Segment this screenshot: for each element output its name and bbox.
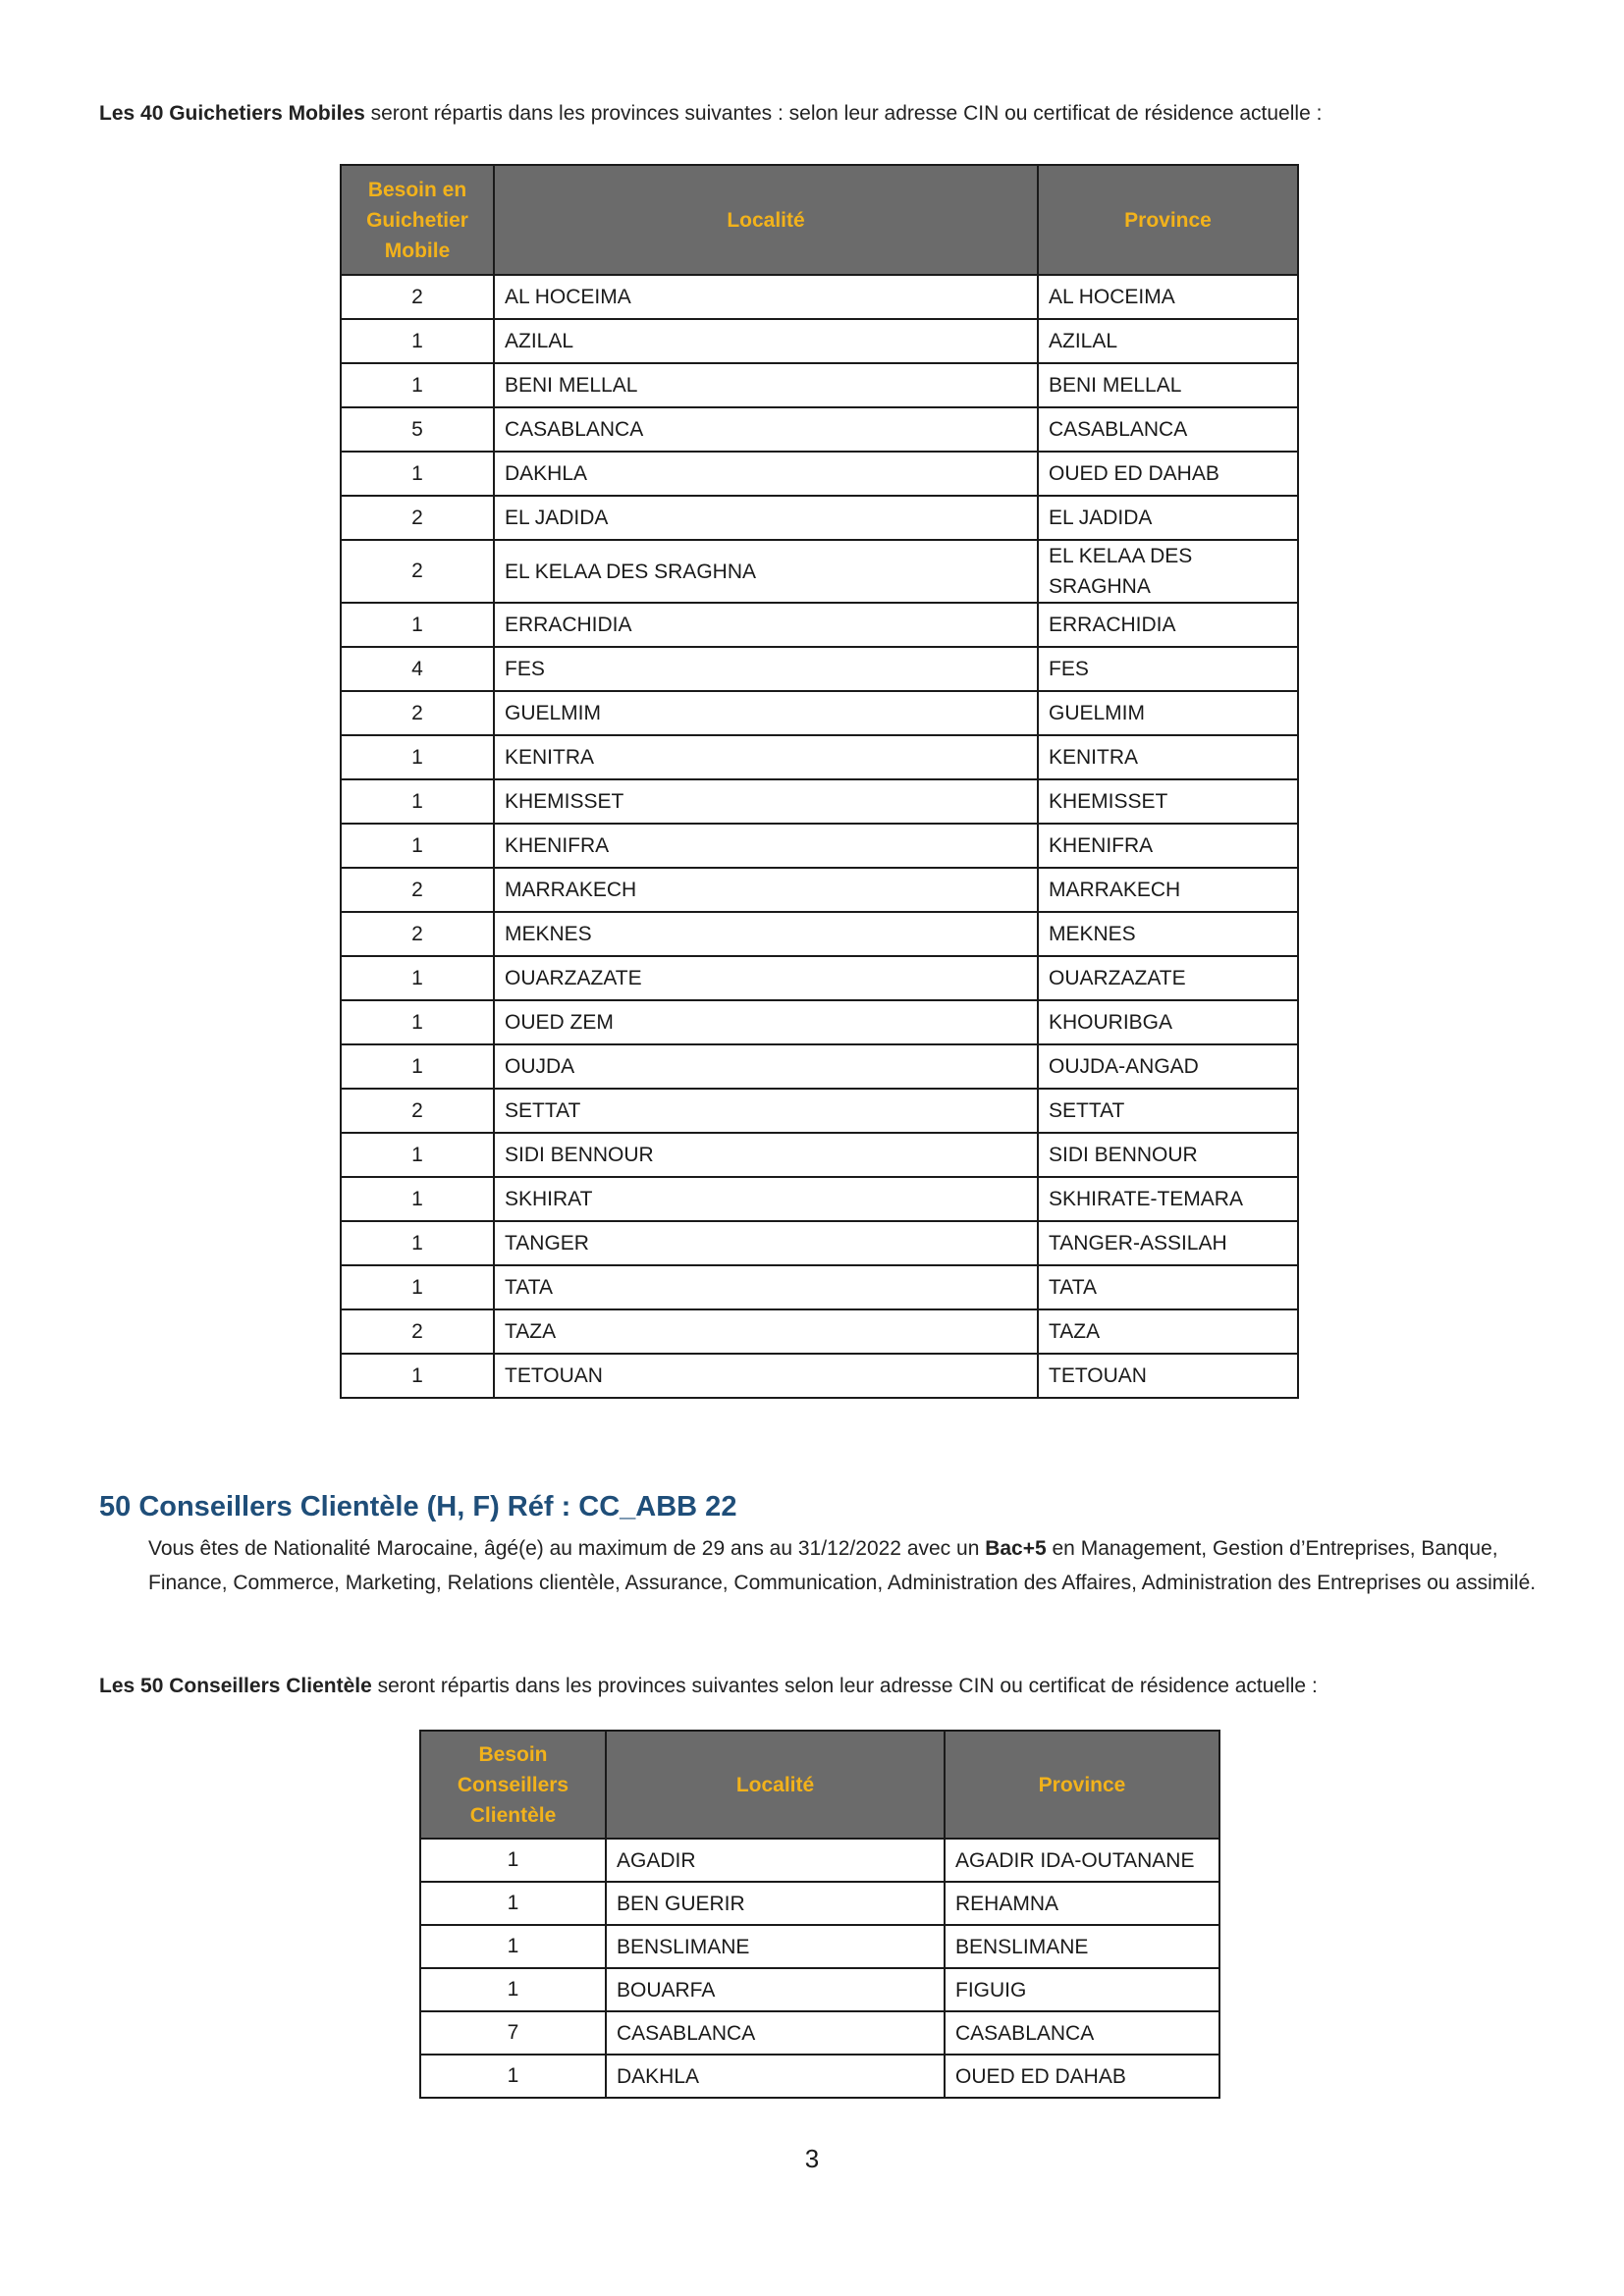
cell-besoin: 1 [341,319,494,363]
cell-besoin: 1 [341,1044,494,1089]
cell-localite: MARRAKECH [494,868,1038,912]
table-row [420,2055,1219,2098]
cell-province: KHENIFRA [1038,824,1298,868]
cell-besoin: 1 [341,1177,494,1221]
table-row [420,1839,1219,1882]
section-description [148,1531,1543,1600]
table-row [341,1354,1298,1398]
table-row [341,1309,1298,1354]
cell-localite: CASABLANCA [606,2011,945,2055]
cell-province: TANGER-ASSILAH [1038,1221,1298,1265]
cell-province: ERRACHIDIA [1038,603,1298,647]
cell-besoin: 1 [420,1968,606,2011]
table-row [341,1000,1298,1044]
cell-province: FIGUIG [945,1968,1219,2011]
cell-besoin: 1 [420,2055,606,2098]
cell-province: GUELMIM [1038,691,1298,735]
cell-province: BENI MELLAL [1038,363,1298,407]
cell-province: AZILAL [1038,319,1298,363]
table-row [341,779,1298,824]
cell-province: OUJDA-ANGAD [1038,1044,1298,1089]
table-row [341,275,1298,319]
cell-besoin: 1 [341,1354,494,1398]
cell-province: REHAMNA [945,1882,1219,1925]
cell-besoin: 1 [420,1839,606,1882]
cell-localite: CASABLANCA [494,407,1038,452]
table-header-row [341,165,1298,275]
table-row [420,2011,1219,2055]
table-row [341,1177,1298,1221]
desc-text-before: Vous êtes de Nationalité Marocaine, âgé(e) au maximum de 29 ans au 31/12/2022 avec un [148,1537,986,1560]
cell-localite: MEKNES [494,912,1038,956]
table-row [341,647,1298,691]
table-row [341,824,1298,868]
table-body [341,275,1298,1398]
cell-province: AL HOCEIMA [1038,275,1298,319]
cell-besoin: 2 [341,912,494,956]
cell-province: EL JADIDA [1038,496,1298,540]
cell-besoin: 1 [341,824,494,868]
cell-besoin: 5 [341,407,494,452]
cell-besoin: 7 [420,2011,606,2055]
cell-localite: TATA [494,1265,1038,1309]
cell-province: KENITRA [1038,735,1298,779]
cell-province: CASABLANCA [1038,407,1298,452]
table-row [341,691,1298,735]
desc-text-after: en Management, Gestion d’Entreprises, Banque, Finance, Commerce, Marketing, Relations clientèle, Assurance, Communication, Administration des Affaires, Administration des Entreprises ou assimilé. [148,1537,1537,1594]
table-row [341,868,1298,912]
cell-localite: TANGER [494,1221,1038,1265]
cell-besoin: 1 [341,1265,494,1309]
cell-province: SETTAT [1038,1089,1298,1133]
header-province: Province [1038,165,1298,275]
cell-localite: ERRACHIDIA [494,603,1038,647]
table-row [341,603,1298,647]
cell-province: KHOURIBGA [1038,1000,1298,1044]
cell-province: EL KELAA DES SRAGHNA [1038,540,1298,603]
cell-localite: KHENIFRA [494,824,1038,868]
cell-province: SIDI BENNOUR [1038,1133,1298,1177]
table-row [420,1968,1219,2011]
cell-besoin: 1 [341,1133,494,1177]
table-row [341,1265,1298,1309]
cell-province: OUED ED DAHAB [1038,452,1298,496]
cell-localite: OUED ZEM [494,1000,1038,1044]
cell-besoin: 2 [341,540,494,603]
table-row [341,407,1298,452]
cell-province: AGADIR IDA-OUTANANE [945,1839,1219,1882]
table-row [341,496,1298,540]
cell-besoin: 1 [341,452,494,496]
cell-province: KHEMISSET [1038,779,1298,824]
cell-besoin: 1 [420,1882,606,1925]
cell-localite: BEN GUERIR [606,1882,945,1925]
intro-paragraph-guichetiers [99,96,1533,131]
header-localite: Localité [494,165,1038,275]
cell-besoin: 1 [341,1000,494,1044]
intro-text: seront répartis dans les provinces suivantes selon leur adresse CIN ou certificat de résidence actuelle : [371,1675,1318,1697]
cell-province: OUARZAZATE [1038,956,1298,1000]
cell-province: FES [1038,647,1298,691]
cell-localite: SKHIRAT [494,1177,1038,1221]
table-row [341,912,1298,956]
cell-besoin: 2 [341,1309,494,1354]
intro-text: seront répartis dans les provinces suivantes : selon leur adresse CIN ou certificat de résidence actuelle : [364,102,1323,125]
section-heading: 50 Conseillers Clientèle (H, F) Réf : CC_ABB 22 [99,1491,737,1522]
table-row [341,319,1298,363]
header-besoin: Besoin en Guichetier Mobile [341,165,494,275]
cell-localite: SETTAT [494,1089,1038,1133]
cell-province: MARRAKECH [1038,868,1298,912]
cell-besoin: 1 [341,603,494,647]
cell-province: TATA [1038,1265,1298,1309]
cell-localite: DAKHLA [494,452,1038,496]
cell-localite: AGADIR [606,1839,945,1882]
cell-localite: SIDI BENNOUR [494,1133,1038,1177]
cell-localite: EL KELAA DES SRAGHNA [494,540,1038,603]
table-row [341,735,1298,779]
cell-besoin: 4 [341,647,494,691]
guichetiers-table [340,164,1299,1399]
cell-besoin: 1 [341,1221,494,1265]
cell-besoin: 1 [341,779,494,824]
cell-localite: KHEMISSET [494,779,1038,824]
table-row [341,363,1298,407]
cell-besoin: 2 [341,275,494,319]
table-row [341,1133,1298,1177]
table-row [341,956,1298,1000]
cell-localite: BOUARFA [606,1968,945,2011]
cell-localite: DAKHLA [606,2055,945,2098]
cell-localite: KENITRA [494,735,1038,779]
header-besoin: Besoin Conseillers Clientèle [420,1731,606,1839]
cell-localite: TETOUAN [494,1354,1038,1398]
cell-besoin: 1 [341,735,494,779]
header-province: Province [945,1731,1219,1839]
cell-besoin: 1 [420,1925,606,1968]
cell-besoin: 1 [341,956,494,1000]
cell-localite: BENI MELLAL [494,363,1038,407]
cell-province: SKHIRATE-TEMARA [1038,1177,1298,1221]
conseillers-table [419,1730,1220,2099]
intro-paragraph-conseillers [99,1669,1533,1703]
cell-province: OUED ED DAHAB [945,2055,1219,2098]
table-header-row [420,1731,1219,1839]
cell-localite: TAZA [494,1309,1038,1354]
cell-localite: GUELMIM [494,691,1038,735]
header-localite: Localité [606,1731,945,1839]
cell-province: TETOUAN [1038,1354,1298,1398]
cell-localite: OUARZAZATE [494,956,1038,1000]
cell-province: BENSLIMANE [945,1925,1219,1968]
table-row [341,1221,1298,1265]
cell-besoin: 2 [341,691,494,735]
cell-besoin: 2 [341,496,494,540]
page-number: 3 [804,2144,820,2173]
cell-localite: AL HOCEIMA [494,275,1038,319]
intro-bold: Les 40 Guichetiers Mobiles [99,102,365,125]
cell-province: TAZA [1038,1309,1298,1354]
table-row [341,452,1298,496]
desc-bold: Bac+5 [985,1537,1047,1560]
cell-localite: FES [494,647,1038,691]
table-row [341,1044,1298,1089]
cell-localite: OUJDA [494,1044,1038,1089]
cell-besoin: 2 [341,868,494,912]
cell-besoin: 1 [341,363,494,407]
cell-localite: BENSLIMANE [606,1925,945,1968]
table-row [420,1882,1219,1925]
cell-province: MEKNES [1038,912,1298,956]
cell-localite: EL JADIDA [494,496,1038,540]
cell-localite: AZILAL [494,319,1038,363]
table-body [420,1839,1219,2098]
cell-province: CASABLANCA [945,2011,1219,2055]
intro-bold: Les 50 Conseillers Clientèle [99,1675,372,1697]
cell-besoin: 2 [341,1089,494,1133]
table-row [341,540,1298,603]
table-row [420,1925,1219,1968]
table-row [341,1089,1298,1133]
